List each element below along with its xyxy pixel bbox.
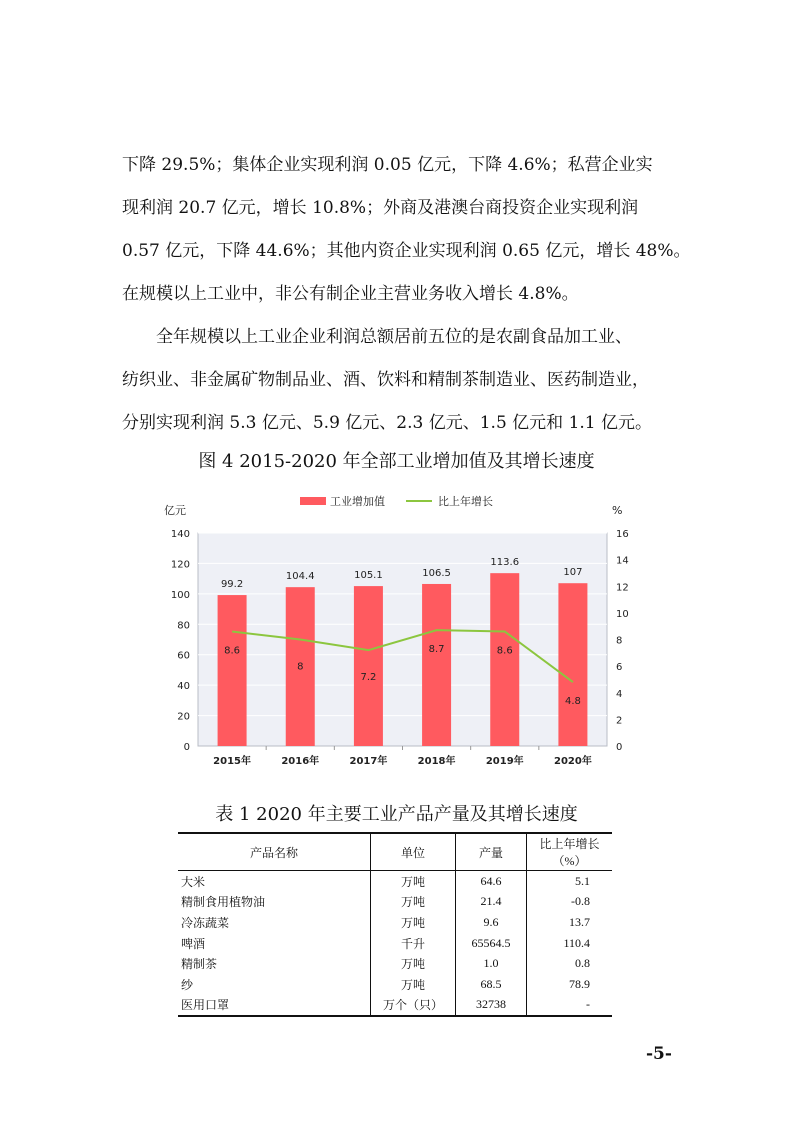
- line-data-label: 8.6: [496, 645, 513, 657]
- cell-output: 21.4: [456, 892, 527, 913]
- table-row: [178, 892, 612, 913]
- bar: [558, 583, 587, 746]
- cell-growth: 78.9: [527, 974, 613, 995]
- table-row: [178, 871, 612, 892]
- y-right-tick-label: 16: [616, 529, 629, 540]
- cell-unit: 万吨: [371, 912, 456, 933]
- text-line: 全年规模以上工业企业利润总额居前五位的是农副食品加工业、: [156, 327, 632, 347]
- cell-product: 啤酒: [181, 936, 206, 951]
- x-tick-label: 2020年: [553, 756, 592, 767]
- cell-output: 68.5: [456, 974, 527, 995]
- cell-product: 大米: [181, 874, 206, 889]
- y-left-tick-label: 140: [170, 529, 190, 540]
- y-left-tick-label: 20: [177, 711, 190, 723]
- table-row: [178, 974, 612, 995]
- y-left-tick-label: 60: [177, 650, 190, 662]
- x-tick-label: 2016年: [281, 756, 320, 767]
- line-data-label: 4.8: [564, 696, 581, 708]
- header-unit: 单位: [371, 833, 456, 871]
- cell-growth: 13.7: [527, 912, 613, 933]
- table-row: [178, 953, 612, 974]
- y-left-tick-label: 40: [177, 681, 190, 693]
- table-row: [178, 912, 612, 933]
- bar-data-label: 107: [563, 567, 583, 579]
- y-left-tick-label: 0: [183, 742, 190, 753]
- cell-output: 65564.5: [456, 933, 527, 954]
- y-right-tick-label: 0: [616, 742, 623, 753]
- bar: [422, 584, 451, 746]
- paragraph-top-five: [122, 316, 674, 445]
- x-tick-label: 2017年: [349, 756, 388, 767]
- cell-unit: 万吨: [371, 892, 456, 913]
- y-right-tick-label: 6: [616, 662, 623, 674]
- paragraph-profits: [122, 144, 691, 316]
- legend-line-label: 比上年增长: [438, 495, 493, 508]
- table-title: 表 1 2020 年主要工业产品产量及其增长速度: [215, 804, 578, 825]
- cell-product: 冷冻蔬菜: [181, 915, 230, 930]
- text-line: 纺织业、非金属矿物制品业、酒、饮料和精制茶制造业、医药制造业，: [122, 370, 649, 390]
- y-right-label: %: [612, 504, 623, 517]
- y-right-tick-label: 10: [616, 608, 629, 620]
- line-data-label: 8.7: [428, 644, 445, 656]
- y-left-label: 亿元: [164, 504, 186, 517]
- cell-output: 1.0: [456, 953, 527, 974]
- cell-output: 9.6: [456, 912, 527, 933]
- text-line: 0.57 亿元，下降 44.6%；其他内资企业实现利润 0.65 亿元，增长 48%。: [122, 241, 691, 261]
- text-line: 现利润 20.7 亿元，增长 10.8%；外商及港澳台商投资企业实现利润: [122, 198, 639, 218]
- bar-data-label: 113.6: [490, 557, 520, 569]
- cell-growth: -0.8: [527, 892, 613, 913]
- industry-value-chart: [150, 488, 630, 780]
- cell-output: 64.6: [456, 871, 527, 892]
- line-data-label: 7.2: [360, 672, 377, 684]
- cell-product: 精制茶: [181, 957, 218, 972]
- header-output: 产量: [456, 833, 527, 871]
- header-product: 产品名称: [178, 833, 371, 871]
- y-right-tick-label: 12: [616, 582, 629, 594]
- table-header-row: [178, 833, 612, 871]
- y-right-tick-label: 4: [616, 688, 623, 700]
- y-left-tick-label: 120: [170, 559, 190, 571]
- cell-product: 精制食用植物油: [181, 895, 266, 910]
- cell-product: 医用口罩: [181, 998, 230, 1013]
- bar-data-label: 105.1: [354, 570, 383, 582]
- cell-product: 纱: [181, 977, 194, 992]
- cell-output: 32738: [456, 995, 527, 1017]
- table-row: [178, 933, 612, 954]
- table-row: [178, 995, 612, 1017]
- cell-unit: 万吨: [371, 953, 456, 974]
- line-data-label: 8.6: [224, 645, 241, 657]
- products-table: [178, 832, 612, 1017]
- page-number: -5-: [646, 1044, 672, 1064]
- legend-bar-swatch: [300, 497, 326, 505]
- header-growth: 比上年增长（%）: [527, 833, 613, 871]
- bar-data-label: 106.5: [422, 567, 451, 579]
- cell-unit: 万吨: [371, 871, 456, 892]
- cell-growth: 110.4: [527, 933, 613, 954]
- bar: [218, 595, 247, 746]
- y-left-tick-label: 80: [177, 620, 190, 632]
- legend-bar-label: 工业增加值: [330, 495, 385, 508]
- cell-unit: 千升: [371, 933, 456, 954]
- y-right-tick-label: 2: [616, 715, 623, 727]
- line-data-label: 8: [297, 661, 304, 673]
- text-line: 在规模以上工业中，非公有制企业主营业务收入增长 4.8%。: [122, 284, 579, 304]
- cell-unit: 万个（只）: [371, 995, 456, 1017]
- x-tick-label: 2018年: [417, 756, 456, 767]
- y-right-tick-label: 8: [616, 635, 623, 647]
- x-tick-label: 2019年: [485, 756, 524, 767]
- x-tick-label: 2015年: [213, 756, 252, 767]
- text-line: 分别实现利润 5.3 亿元、5.9 亿元、2.3 亿元、1.5 亿元和 1.1 亿元。: [122, 413, 653, 433]
- bar: [490, 573, 519, 746]
- text-line: 下降 29.5%；集体企业实现利润 0.05 亿元，下降 4.6%；私营企业实: [122, 155, 653, 175]
- cell-growth: 0.8: [527, 953, 613, 974]
- y-right-tick-label: 14: [616, 555, 629, 567]
- cell-growth: -: [527, 995, 613, 1017]
- y-left-tick-label: 100: [170, 589, 190, 601]
- figure-title: 图 4 2015-2020 年全部工业增加值及其增长速度: [198, 451, 595, 472]
- bar-data-label: 99.2: [220, 579, 244, 591]
- bar-data-label: 104.4: [285, 571, 315, 583]
- cell-growth: 5.1: [527, 871, 613, 892]
- cell-unit: 万吨: [371, 974, 456, 995]
- bar: [354, 586, 383, 746]
